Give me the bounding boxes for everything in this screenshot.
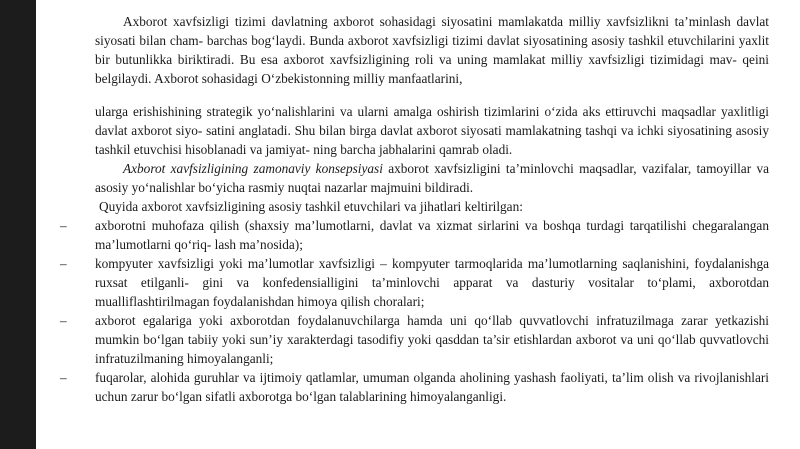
list-item-text: fuqarolar, alohida guruhlar va ijtimoiy qatlamlar, umuman olganda aholining yashash faoliyati, ta’lim olish va rivojlanishlari uchun zarur bo‘lgan sifatli axborotga bo‘lgan talablarining himoyalanganligi.: [95, 370, 769, 404]
concept-definition: axborot xavfsizligini ta’minlovchi maqsadlar, vazifalar, tamoyillar va asosiy yo‘nalishlar bo‘yicha rasmiy nuqtai nazarlar majmuini bildiradi.: [95, 161, 769, 195]
bullet-dash: –: [60, 313, 67, 328]
paragraph-1: Axborot xavfsizligi tizimi davlatning axborot sohasidagi siyosatini mamlakatda milliy xavfsizlikni ta’minlash davlat siyosati bilan cham- barchas bog‘laydi. Bunda axborot xavfsizligi tizimi davlat siyosatining asosiy tashkil etuvchilarini yaxlit bir butunlikka biriktiradi. Bu esa axborot xavfsizligining roli va uning mamlakat milliy xavfsizligi tizimidagi mav- qeini belgilaydi. Axborot sohasidagi O‘zbekistonning milliy manfaatlarini,: [95, 14, 769, 86]
list-item: [60, 254, 769, 311]
bullet-dash: –: [60, 218, 67, 233]
aspects-list: [60, 216, 769, 406]
list-intro: Quyida axborot xavfsizligining asosiy tashkil etuvchilari va jihatlari keltirilgan:: [99, 199, 523, 214]
list-item: [60, 311, 769, 368]
list-item: [60, 216, 769, 254]
list-item-text: axborotni muhofaza qilish (shaxsiy ma’lumotlarni, davlat va xizmat sirlarini va boshqa turdagi tarqatilishi chegaralangan ma’lumotlarni qo‘riq- lash ma’nosida);: [95, 218, 769, 252]
paragraph-3: [95, 159, 769, 197]
left-dark-bar: [0, 0, 36, 449]
bullet-dash: –: [60, 256, 67, 271]
list-item: [60, 368, 769, 406]
document-body: [60, 12, 769, 406]
bullet-dash: –: [60, 370, 67, 385]
list-item-text: kompyuter xavfsizligi yoki ma’lumotlar xavfsizligi – kompyuter tarmoqlarida ma’lumotlarning saqlanishini, foydalanishga ruxsat etilganli- gini va konfedensialligini ta’minlovchi apparat va dasturiy vositalar to‘plami, axborotdan mualliflashtirilmagan foydalanishdan himoya qilish choralari;: [95, 256, 769, 309]
paragraph-2: ularga erishishining strategik yo‘nalishlarini va ularni amalga oshirish tizimlarini o‘zida aks ettiruvchi maqsadlar yaxlitligi davlat axborot siyo- satini anglatadi. Shu bilan birga davlat axborot siyosati mamlakatning tashqi va ichki siyosatining asosiy tashkil etuvchisi hisoblanadi va jamiyat- ning barcha jabhalarini qamrab oladi.: [95, 104, 769, 157]
list-item-text: axborot egalariga yoki axborotdan foydalanuvchilarga hamda uni qo‘llab quvvatlovchi infratuzilmaga zarar yetkazishi mumkin bo‘lgan tabiiy yoki sun’iy xarakterdagi tasodifiy yoki qasddan ta’sir etishlardan axborot va uni qo‘llab quvvatlovchi infratuzilmaning himoyalanganli;: [95, 313, 769, 366]
concept-term: Axborot xavfsizligining zamonaviy konsepsiyasi: [123, 161, 383, 176]
